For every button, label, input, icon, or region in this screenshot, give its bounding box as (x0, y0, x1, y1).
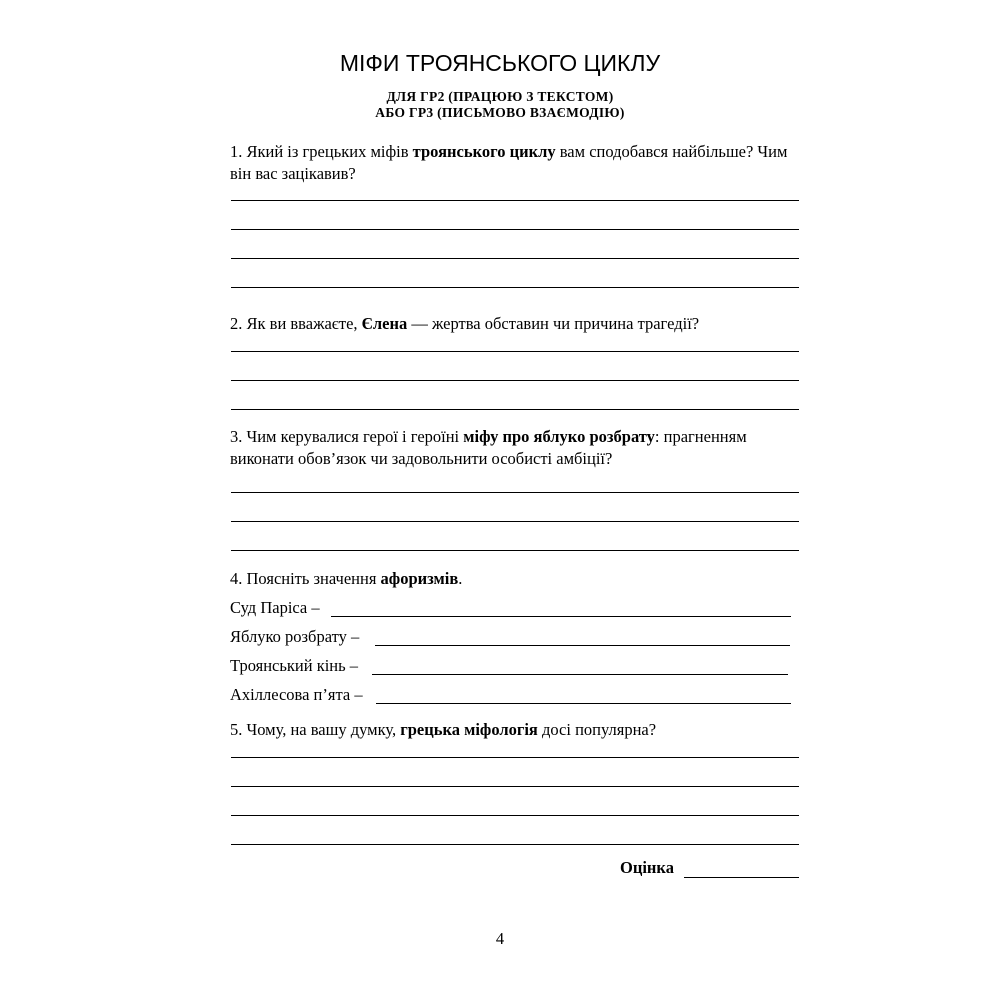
question-1-text-end: вам сподобався найбільше? Чим він вас зацікавив? (230, 142, 788, 183)
page-subtitle-group2: ДЛЯ ГР2 (ПРАЦЮЮ З ТЕКСТОМ) (386, 89, 614, 104)
question-3 (230, 426, 810, 470)
aphorism-apple-label: Яблуко розбрату – (230, 627, 360, 646)
question-4 (230, 568, 810, 590)
answer-line-5c[interactable] (231, 815, 799, 816)
answer-line-1c[interactable] (231, 258, 799, 259)
answer-line-3c[interactable] (231, 550, 799, 551)
question-5-text-end: досі популярна? (537, 720, 657, 739)
question-1 (230, 141, 810, 185)
answer-line-5d[interactable] (231, 844, 799, 845)
question-4-keyword: афоризмів (380, 569, 459, 588)
aphorism-horse-answer-line[interactable] (372, 674, 788, 675)
answer-line-5a[interactable] (231, 757, 799, 758)
question-5-keyword: грецька міфологія (400, 720, 538, 739)
aphorism-apple-answer-line[interactable] (375, 645, 790, 646)
question-2-text-end: — жертва обставин чи причина трагедії? (407, 314, 700, 333)
aphorism-achilles-answer-line[interactable] (376, 703, 791, 704)
answer-line-1d[interactable] (231, 287, 799, 288)
answer-line-3a[interactable] (231, 492, 799, 493)
aphorism-achilles-label: Ахіллесова п’ята – (230, 685, 363, 704)
answer-line-2a[interactable] (231, 351, 799, 352)
answer-line-2c[interactable] (231, 409, 799, 410)
question-5 (230, 719, 810, 741)
question-3-keyword: міфу про яблуко розбрату (463, 427, 655, 446)
aphorism-horse-label: Троянський кінь – (230, 656, 359, 675)
question-1-text: 1. Який із грецьких міфів (230, 142, 413, 161)
question-1-keyword: троянського циклу (412, 142, 556, 161)
answer-line-1b[interactable] (231, 229, 799, 230)
answer-line-1a[interactable] (231, 200, 799, 201)
question-3-text-end: : прагненням виконати обов’язок чи задовольнити особисті амбіції? (230, 427, 747, 468)
question-2 (230, 313, 810, 335)
question-2-text: 2. Як ви вважаєте, (230, 314, 362, 333)
answer-line-5b[interactable] (231, 786, 799, 787)
page-subtitle-group3: АБО ГР3 (ПИСЬМОВО ВЗАЄМОДІЮ) (375, 105, 625, 120)
question-3-text: 3. Чим керувалися герої і героїні (230, 427, 464, 446)
grade-label: Оцінка (620, 858, 674, 877)
question-5-text: 5. Чому, на вашу думку, (230, 720, 401, 739)
page-title: МІФИ ТРОЯНСЬКОГО ЦИКЛУ (339, 50, 661, 76)
answer-line-3b[interactable] (231, 521, 799, 522)
answer-line-2b[interactable] (231, 380, 799, 381)
page-number: 4 (495, 929, 505, 948)
grade-answer-line[interactable] (684, 877, 799, 878)
question-4-text: 4. Поясніть значення (230, 569, 381, 588)
question-4-text-end: . (458, 569, 463, 588)
aphorism-paris-answer-line[interactable] (331, 616, 791, 617)
aphorism-paris-label: Суд Паріса – (230, 598, 320, 617)
question-2-keyword: Єлена (361, 314, 408, 333)
